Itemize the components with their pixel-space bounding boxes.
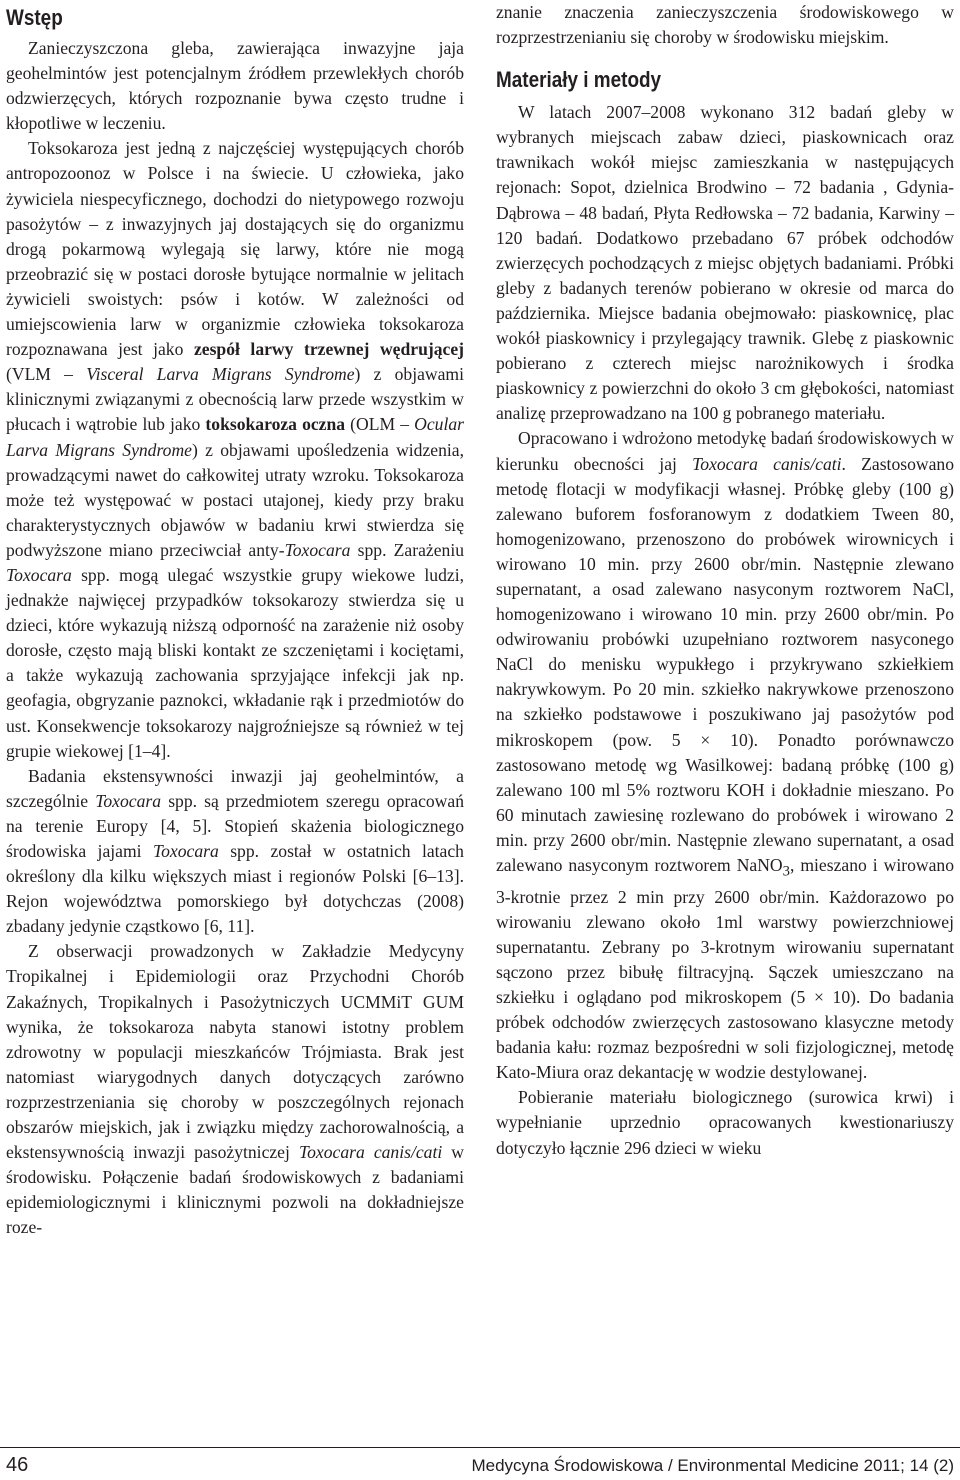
text-run: spp. został w ostatnich latach określony dla kilku większych miast i regionów Polski [6–13]. Rejon województwa pomorskiego był dotychczas (2008) zbadany jedynie cząstkowo [6, 11]. bbox=[6, 841, 464, 937]
text-run: Toksokaroza jest jedną z najczęściej występujących chorób antropozoonoz w Polsce i na świecie. U człowieka, jako żywiciela niespecyficznego, dochodzi do nietypowego rozwoju pasożytów – z inwazyjnych jaj dostających się do organizmu drogą pokarmową wylegają się larwy, które nie mogą przeobrazić się w postaci dorosłe bytujące normalnie w jelitach żywicieli swoistych: psów i kotów. W zależności od umiejscowienia larw w organizmie człowieka toksokaroza rozpoznawana jest jako bbox=[6, 138, 464, 360]
italic-term: Toxocara bbox=[284, 539, 351, 560]
text-run: spp. są przedmiotem szeregu opracowań na terenie Europy [4, 5]. Stopień skażenia biologicznego środowiska jajami bbox=[6, 790, 464, 861]
bold-term: zespół larwy trzewnej wędrującej bbox=[193, 339, 464, 360]
text-run: w środowisku. Połączenie badań środowiskowych z badaniami epidemiologicznymi i klinicznymi pozwoli na dokładniejsze roze- bbox=[6, 1142, 464, 1238]
text-run: Zanieczyszczona gleba, zawierająca inwazyjne jaja geohelmintów jest potencjalnym źródłem przewlekłych chorób odzwierzęcych, których rozpoznanie bywa często trudne i kłopotliwe w leczeniu. bbox=[6, 38, 464, 134]
paragraph bbox=[6, 939, 464, 1240]
italic-term: Toxocara bbox=[95, 790, 162, 811]
section-heading-introduction: Wstęp bbox=[6, 5, 63, 30]
paragraph bbox=[496, 426, 954, 1085]
text-run: . Zastosowano metodę flotacji w modyfikacji własnej. Próbkę gleby (100 g) zalewano buforem fosforanowym z dodatkiem Tween 80, homogenizowano, przenoszono do probówek wirownicych i wirowano 10 min. przy 2600 obr/min. Następnie zlewano supernatant, a osad zalewano nasyconym roztworem NaCl, homogenizowano i wirowano 10 min. przy 2600 obr/min. Po odwirowaniu probówki uzupełniano roztworem nasyconego NaCl do menisku wypukłego i przykrywano szkiełkiem nakrywkowym. Po 20 min. szkiełko nakrywkowe przenoszono na szkiełko podstawowe i poszukiwano jaj pasożytów pod mikroskopem (pow. 5 × 10). Ponadto porównawczo zastosowano metodę wg Wasilkowej: badaną próbkę (100 g) zalewano 100 ml 5% roztworu KOH i dokładnie mieszano. Po 60 minutach zawiesinę rozlewano do probówek i wirowano 2 min. przy 2600 obr/min. Następnie zlewano supernatant, a osad zalewano nasyconym roztworem NaNO bbox=[496, 453, 954, 875]
text-run: (OLM – bbox=[345, 414, 415, 435]
italic-term: Toxocara canis/cati bbox=[298, 1142, 443, 1163]
italic-term: Ocular Larva Migrans Syndrome bbox=[6, 414, 464, 460]
italic-term: Toxocara bbox=[6, 564, 72, 585]
continued-paragraph: znanie znaczenia zanieczyszczenia środowiskowego w rozprzestrzenianiu się choroby w środowisku miejskim. bbox=[496, 2, 954, 48]
italic-term: Toxocara bbox=[152, 841, 219, 861]
right-column bbox=[496, 0, 954, 1161]
paragraph bbox=[496, 100, 954, 426]
italic-term: Visceral Larva Migrans Syndrome bbox=[86, 364, 355, 385]
paragraph bbox=[6, 36, 464, 136]
page-number: 46 bbox=[6, 1454, 29, 1476]
methods-body bbox=[496, 100, 954, 1160]
section-heading-methods: Materiały i metody bbox=[496, 67, 662, 93]
text-run: , mieszano i wirowano 3-krotnie przez 2 min przy 2600 obr/min. Każdorazowo po wirowaniu zlewano około 1ml warstwy powierzchniowej supernatantu. Zebrany po 3-krotnym wirowaniu supernatant sączono przez bibułę filtracyjną. Sączek umieszczano na szkiełku i oglądano pod mikroskopem (5 × 10). Do badania próbek odchodów zwierzęcych zastosowano klasyczne metody badania kału: rozmaz bezpośredni w soli fizjologicznej, metodę Kato-Miura oraz dekantację w wodzie destylowanej. bbox=[496, 855, 954, 1083]
text-run: Badania ekstensywności inwazji jaj geohelmintów, a szczególnie bbox=[6, 765, 464, 811]
text-run: Pobieranie materiału biologicznego (surowica krwi) i wypełnianie uprzednio opracowanych kwestionariuszy dotyczyło łącznie 296 dzieci w wieku bbox=[496, 1087, 954, 1158]
text-run: spp. mogą ulegać wszystkie grupy wiekowe ludzi, jednakże najwięcej przypadków toksokarozy stwierdza się u dzieci, które wykazują niższą odporność na zarażenie niż osoby dorosłe, często mają bliski kontakt ze szczeniętami i kociętami, a także wykazują zachowania sprzyjające infekcji jak np. geofagia, obgryzanie paznokci, wkładanie rąk i przedmiotów do ust. Konsekwencje toksokarozy najgroźniejsze są również w tej grupie wiekowej [1–4]. bbox=[6, 564, 464, 761]
introduction-body bbox=[6, 36, 464, 1241]
page-footer bbox=[0, 1447, 960, 1476]
journal-citation: Medycyna Środowiskowa / Environmental Medicine 2011; 14 (2) bbox=[471, 1456, 954, 1475]
text-run: spp. Zarażeniu bbox=[350, 539, 464, 560]
italic-term: Toxocara canis/cati bbox=[692, 453, 842, 474]
paragraph bbox=[496, 1085, 954, 1160]
text-run: ) z objawami klinicznymi związanymi z obecnością larw przede wszystkim w płucach i wątrobie lub jako bbox=[6, 364, 465, 435]
bold-term: toksokaroza oczna bbox=[205, 414, 346, 435]
paragraph bbox=[6, 764, 464, 940]
text-run: Z obserwacji prowadzonych w Zakładzie Medycyny Tropikalnej i Epidemiologii oraz Przychodni Chorób Zakaźnych, Tropikalnych i Pasożytniczych UCMMiT GUM wynika, że toksokaroza nabyta stanowi istotny problem zdrowotny w populacji mieszkańców Trójmiasta. Brak jest natomiast wiarygodnych danych dotyczących zarówno rozprzestrzeniania się choroby w poszczególnych rejonach obszarów miejskich, jak i związku między zachorowalnością, a ekstensywnością inwazji pasożytniczej bbox=[6, 941, 464, 1163]
text-run: Opracowano i wdrożono metodykę badań środowiskowych w kierunku obecności jaj bbox=[496, 428, 954, 474]
text-run: W latach 2007–2008 wykonano 312 badań gleby w wybranych miejscach zabaw dzieci, piaskownicach oraz trawnikach wokół miejsc zamieszkania w następujących rejonach: Sopot, dzielnica Brodwino – 72 badania , Gdynia-Dąbrowa – 48 badań, Płyta Redłowska – 72 badania, Karwiny – 120 badań. Dodatkowo przebadano 67 próbek odchodów zwierzęcych pochodzących z miejsc objętych badaniami. Próbki gleby z badanych terenów pobierano w okresie od marca do października. Miejsce badania obejmowało: piaskownicę, plac wokół piaskownicy i przylegający trawnik. Glebę z piaskownic pobierano z czterech miejsc narożnikowych i środka piaskownicy z powierzchni do około 3 cm głębokości, natomiast analizę przeprowadzano na 100 g pobranego materiału. bbox=[496, 102, 954, 424]
text-run: ) z objawami upośledzenia widzenia, prowadzącymi nawet do całkowitej utraty wzroku. Toksokaroza może też występować w postaci utajonej, kiedy przy braku charakterystycznych objawów w badaniu krwi stwierdza się podwyższone miano przeciwciał anty- bbox=[6, 439, 464, 560]
subscript: 3 bbox=[782, 863, 790, 880]
left-column bbox=[6, 0, 464, 1241]
text-run: (VLM – bbox=[6, 364, 87, 385]
paragraph bbox=[6, 136, 464, 763]
